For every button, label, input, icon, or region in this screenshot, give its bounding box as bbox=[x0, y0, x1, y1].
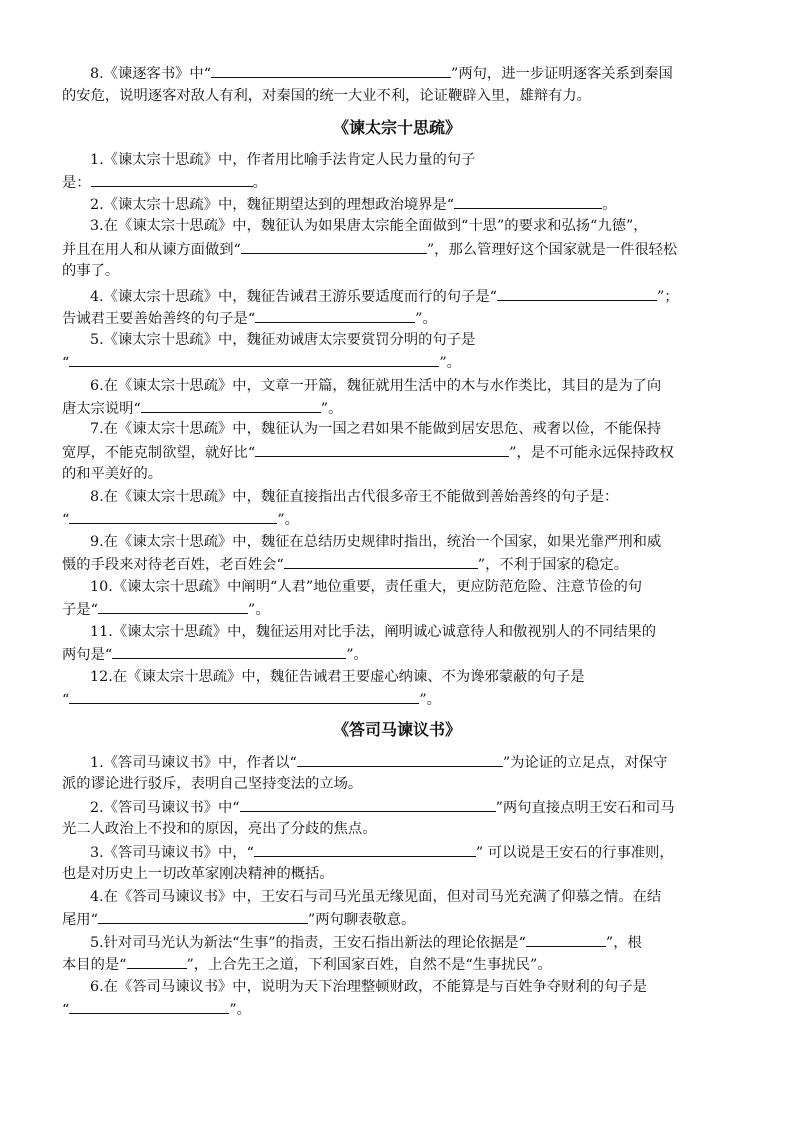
question-3-line-2: 也是对历史上一切改革家刚决精神的概括。 bbox=[62, 866, 334, 882]
question-7-line-2: 宽厚，不能克制欲望，就好比“ ”，是不可能永远保持政权 bbox=[62, 441, 734, 464]
question-4-line-2: 告诫君王要善始善终的句子是“ ”。 bbox=[62, 307, 734, 330]
answer-blank[interactable] bbox=[69, 508, 277, 524]
answer-blank[interactable] bbox=[297, 751, 503, 767]
question-8-line-1: 8.在《谏太宗十思疏》中，魏征直接指出古代很多帝王不能做到善始善终的句子是： bbox=[90, 489, 619, 505]
question-9-line-1: 9.在《谏太宗十思疏》中，魏征在总结历史规律时指出，统治一个国家，如果光靠严刑和威 bbox=[90, 534, 662, 550]
question-12-line-1: 12.在《谏太宗十思疏》中，魏征告诫君王要虚心纳谏、不为谗邪蒙蔽的句子是 bbox=[90, 669, 585, 685]
question-6-line-2: 唐太宗说明“ ”。 bbox=[62, 397, 734, 420]
answer-blank[interactable] bbox=[526, 931, 606, 947]
question-3-line-1: 3.在《谏太宗十思疏》中，魏征认为如果唐太宗能全面做到“十思”的要求和弘扬“九德”， bbox=[90, 218, 648, 234]
question-7-line-3: 的和平美好的。 bbox=[62, 466, 163, 482]
question-6-line-1: 6.在《谏太宗十思疏》中，文章一开篇，魏征就用生活中的木与水作类比，其目的是为了向 bbox=[90, 378, 662, 394]
question-1-line-1: 1.《谏太宗十思疏》中，作者用比喻手法肯定人民力量的句子 bbox=[90, 152, 476, 168]
question-10-line-2: 子是“ ”。 bbox=[62, 598, 734, 621]
answer-blank[interactable] bbox=[69, 998, 229, 1014]
question-5-line-2: 本目的是“ ”，上合先王之道，下利国家百姓，自然不是“生事扰民”。 bbox=[62, 953, 734, 976]
question-4-line-1: 4.《谏太宗十思疏》中，魏征告诫君王游乐要适度而行的句子是“ ”； bbox=[90, 285, 734, 308]
question-10-line-1: 10.《谏太宗十思疏》中阐明“人君”地位重要，责任重大，更应防范危险、注意节俭的句 bbox=[90, 579, 643, 595]
question-6-line-1: 6.在《答司马谏议书》中，说明为天下治理整顿财政，不能算是与百姓争夺财利的句子是 bbox=[90, 979, 647, 995]
question-7-line-1: 7.在《谏太宗十思疏》中，魏征认为一国之君如果不能做到居安思危、戒奢以俭，不能保持 bbox=[90, 421, 662, 437]
answer-blank[interactable] bbox=[284, 553, 478, 569]
question-11-line-2: 两句是“ ”。 bbox=[62, 643, 734, 666]
question-8-line-1: 8.《谏逐客书》中“ ”两句，进一步证明逐客关系到秦国 bbox=[90, 62, 734, 85]
section-title: 《谏太宗十思疏》 bbox=[332, 118, 461, 137]
answer-blank[interactable] bbox=[254, 841, 476, 857]
question-2-line-1: 2.《答司马谏议书》中“ ”两句直接点明王安石和司马 bbox=[90, 796, 734, 819]
section-title: 《答司马谏议书》 bbox=[332, 720, 461, 739]
answer-blank[interactable] bbox=[91, 171, 253, 187]
question-1-line-2: 派的谬论进行驳斥，表明自己坚持变法的立场。 bbox=[62, 776, 363, 792]
question-3-line-3: 的事了。 bbox=[62, 263, 120, 279]
question-1-line-1: 1.《答司马谏议书》中，作者以“ ”为论证的立足点，对保守 bbox=[90, 751, 734, 774]
answer-blank[interactable] bbox=[255, 307, 415, 323]
question-2-line-1: 2.《谏太宗十思疏》中，魏征期望达到的理想政治境界是“ 。 bbox=[90, 193, 734, 216]
question-6-line-2: “ ”。 bbox=[62, 998, 734, 1021]
question-8-line-2: 的安危，说明逐客对敌人有利，对秦国的统一大业不利，论证鞭辟入里，雄辩有力。 bbox=[62, 88, 591, 104]
question-5-line-2: “ ”。 bbox=[62, 351, 734, 374]
answer-blank[interactable] bbox=[497, 285, 657, 301]
question-3-line-2: 并且在用人和从谏方面做到“ ”，那么管理好这个国家就是一件很轻松 bbox=[62, 238, 734, 261]
question-12-line-2: “ ”。 bbox=[62, 688, 734, 711]
answer-blank[interactable] bbox=[141, 397, 321, 413]
answer-blank[interactable] bbox=[69, 351, 439, 367]
answer-blank[interactable] bbox=[454, 193, 602, 209]
question-2-line-2: 光二人政治上不投和的原因，亮出了分歧的焦点。 bbox=[62, 821, 377, 837]
answer-blank[interactable] bbox=[211, 62, 451, 78]
answer-blank[interactable] bbox=[98, 598, 248, 614]
question-1-line-2: 是： 。 bbox=[62, 171, 734, 194]
answer-blank[interactable] bbox=[98, 908, 308, 924]
question-11-line-1: 11.《谏太宗十思疏》中，魏征运用对比手法，阐明诚心诚意待人和傲视别人的不同结果的 bbox=[90, 624, 657, 640]
answer-blank[interactable] bbox=[127, 953, 187, 969]
question-4-line-1: 4.在《答司马谏议书》中，王安石与司马光虽无缘见面，但对司马光充满了仰慕之情。在结 bbox=[90, 889, 662, 905]
question-8-line-2: “ ”。 bbox=[62, 508, 734, 531]
answer-blank[interactable] bbox=[112, 643, 346, 659]
question-4-line-2: 尾用“ ”两句聊表敬意。 bbox=[62, 908, 734, 931]
answer-blank[interactable] bbox=[241, 238, 427, 254]
answer-blank[interactable] bbox=[255, 441, 509, 457]
question-9-line-2: 慑的手段来对待老百姓，老百姓会“ ”，不利于国家的稳定。 bbox=[62, 553, 734, 576]
question-3-line-1: 3.《答司马谏议书》中，“ ” 可以说是王安石的行事准则， bbox=[90, 841, 734, 864]
question-5-line-1: 5.针对司马光认为新法“生事”的指责，王安石指出新法的理论依据是“ ”，根 bbox=[90, 931, 734, 954]
question-5-line-1: 5.《谏太宗十思疏》中，魏征劝诫唐太宗要赏罚分明的句子是 bbox=[90, 332, 476, 348]
answer-blank[interactable] bbox=[240, 796, 496, 812]
answer-blank[interactable] bbox=[69, 688, 419, 704]
